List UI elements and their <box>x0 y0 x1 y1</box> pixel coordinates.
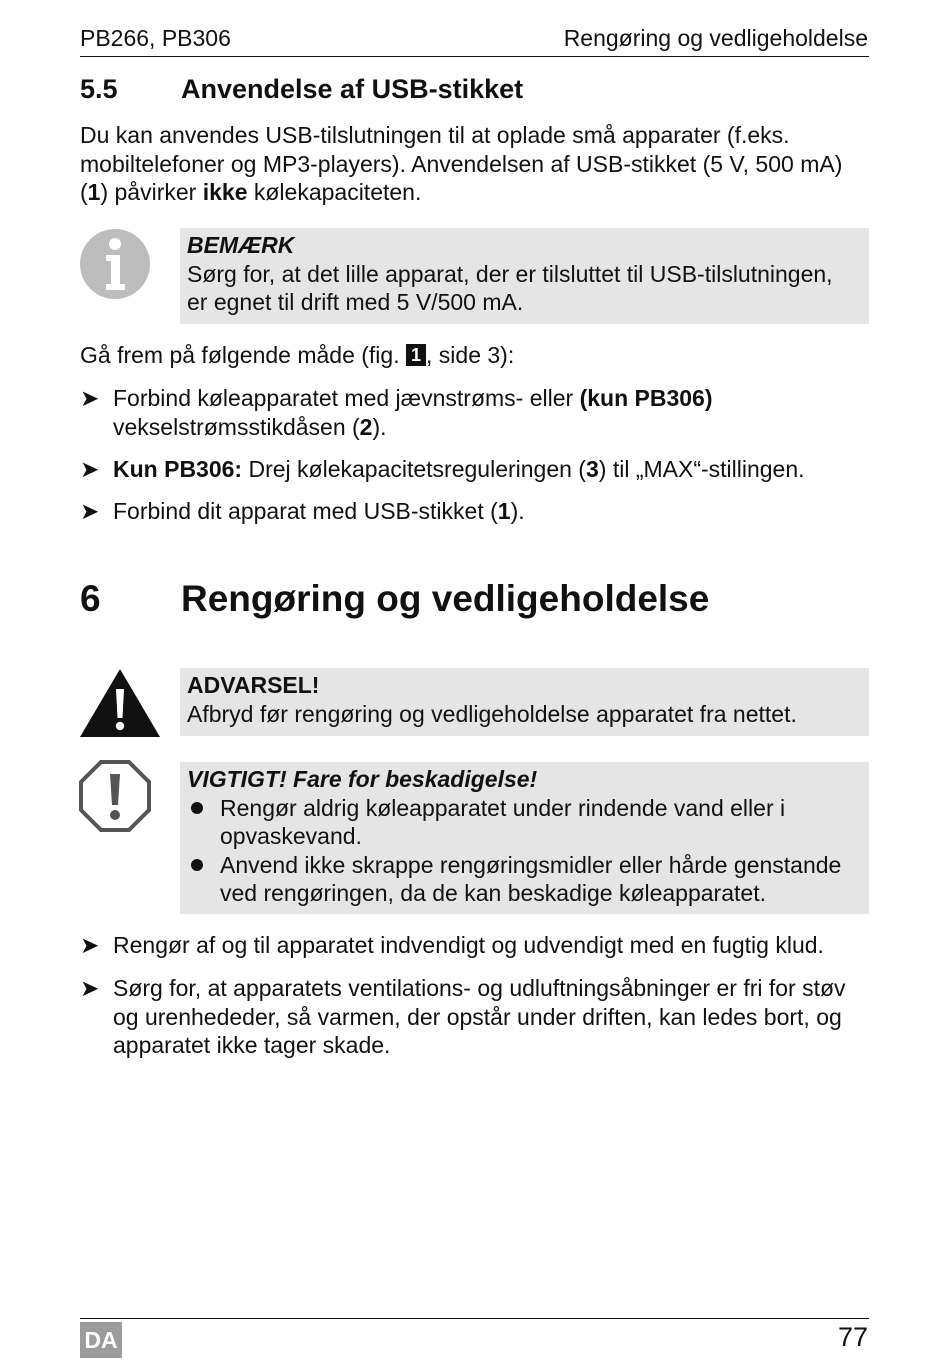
text: Rengør af og til apparatet indvendigt og udvendigt med en fugtig klud. <box>113 932 824 958</box>
text: apparatet ikke tager skade. <box>113 1032 391 1058</box>
emphasis: Kun PB306: <box>113 456 243 482</box>
language-tab: DA <box>80 1322 122 1358</box>
intro-line-2: mobiltelefoner og MP3-players). Anvendelsen af USB-stikket (5 V, 500 mA) <box>80 150 843 177</box>
note-box <box>180 228 869 324</box>
text: Sørg for, at apparatets ventilations- og udluftningsåbninger er fri for støv <box>113 975 846 1001</box>
section-number-6: 6 <box>80 578 101 619</box>
intro-line-3 <box>80 178 870 207</box>
ref-number: 1 <box>497 498 511 524</box>
text: Gå frem på følgende måde (fig. <box>80 342 406 368</box>
bullet-dot-icon <box>191 859 203 871</box>
text: , side 3): <box>426 342 515 368</box>
procedure-intro <box>80 341 870 370</box>
text: ved rengøringen, da de kan beskadige køleapparatet. <box>220 880 766 906</box>
note-title: BEMÆRK <box>187 232 295 258</box>
header-rule <box>80 56 869 57</box>
section-title-6: Rengøring og vedligeholdelse <box>181 578 710 619</box>
warning-triangle-icon <box>79 667 161 739</box>
info-icon <box>79 228 151 300</box>
caution-item-1-cont <box>187 822 861 851</box>
intro-paragraph <box>80 121 870 207</box>
warning-box <box>180 668 869 736</box>
cleaning-step-1 <box>80 931 870 960</box>
text: kølekapaciteten. <box>247 179 422 205</box>
warning-title: ADVARSEL! <box>187 672 320 698</box>
text: Rengør aldrig køleapparatet under rindende vand eller i <box>220 794 786 821</box>
text: opvaskevand. <box>220 823 362 849</box>
caution-title: VIGTIGT! Fare for beskadigelse! <box>187 766 538 792</box>
text: ) til „MAX“-stillingen. <box>598 456 805 482</box>
caution-octagon-icon <box>79 760 151 832</box>
emphasis: (kun PB306) <box>579 385 713 411</box>
text: vekselstrømsstikdåsen ( <box>113 413 360 440</box>
note-line-2: er egnet til drift med 5 V/500 mA. <box>187 289 524 315</box>
figure-reference-badge: 1 <box>406 344 426 366</box>
arrow-bullet-icon: ➤ <box>80 498 100 524</box>
caution-item-2 <box>187 851 861 880</box>
text: Drej kølekapacitetsreguleringen ( <box>242 456 586 482</box>
caution-box <box>180 762 869 914</box>
arrow-bullet-icon: ➤ <box>80 385 100 411</box>
ref-number: 3 <box>585 456 599 482</box>
text: ). <box>372 413 387 440</box>
text: ). <box>510 498 525 524</box>
ref-number: 2 <box>359 413 373 440</box>
intro-line-1: Du kan anvendes USB-tilslutningen til at oplade små apparater (f.eks. <box>80 122 790 148</box>
text: ) påvirker <box>100 179 203 205</box>
arrow-bullet-icon: ➤ <box>80 456 100 482</box>
caution-item-1 <box>187 794 861 823</box>
step-3 <box>80 497 870 526</box>
text: og urenhededer, så varmen, der opstår under driften, kan ledes bort, og <box>113 1003 842 1030</box>
text: Forbind dit apparat med USB-stikket ( <box>113 498 498 524</box>
cleaning-step-2 <box>80 974 870 1060</box>
step-1 <box>80 384 870 441</box>
text: ( <box>80 179 88 205</box>
warning-text: Afbryd før rengøring og vedligeholdelse apparatet fra nettet. <box>187 700 797 727</box>
caution-item-2-cont <box>187 879 861 908</box>
footer-rule <box>80 1318 869 1319</box>
header-chapter: Rengøring og vedligeholdelse <box>563 25 868 51</box>
text: Anvend ikke skrappe rengøringsmidler eller hårde genstande <box>220 851 842 878</box>
ref-number: 1 <box>87 179 101 205</box>
header-product: PB266, PB306 <box>80 25 231 51</box>
bullet-dot-icon <box>191 802 203 814</box>
section-title-5-5: Anvendelse af USB-stikket <box>181 74 524 104</box>
emphasis: ikke <box>202 179 248 205</box>
section-number-5-5: 5.5 <box>80 74 118 104</box>
step-2 <box>80 455 870 484</box>
arrow-bullet-icon: ➤ <box>80 932 100 958</box>
text: Forbind køleapparatet med jævnstrøms- eller <box>113 385 580 411</box>
page-number: 77 <box>837 1322 868 1352</box>
note-line-1: Sørg for, at det lille apparat, der er tilsluttet til USB-tilslutningen, <box>187 260 833 287</box>
arrow-bullet-icon: ➤ <box>80 975 100 1001</box>
